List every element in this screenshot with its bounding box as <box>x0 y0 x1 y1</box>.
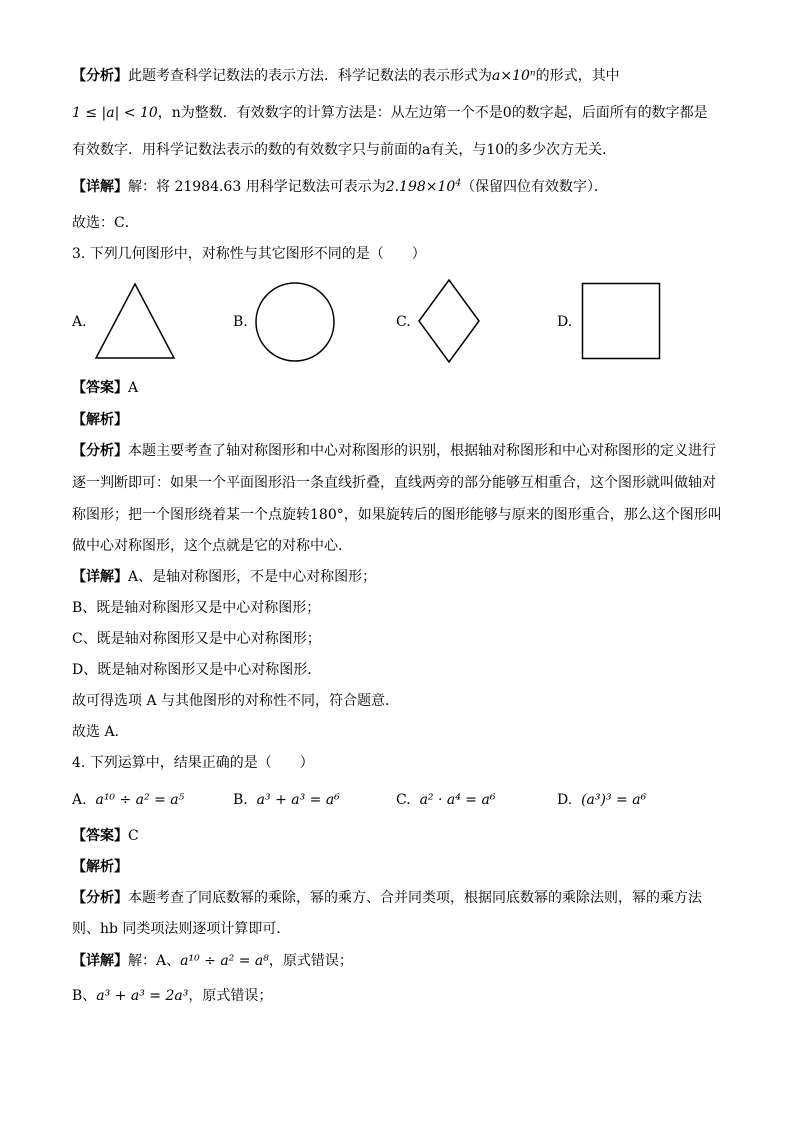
analysis-line-1 <box>72 66 620 86</box>
analysis-line-3 <box>72 140 616 160</box>
q4-option-a: A. a¹⁰ ÷ a² = a⁵ <box>72 792 185 808</box>
question-4 <box>72 753 314 773</box>
q3-analysis-line-1 <box>72 441 716 461</box>
q4-option-b: B. a³ + a³ = a⁶ <box>233 792 340 808</box>
question-4-text: 4. 下列运算中，结果正确的是（ ） <box>72 755 314 771</box>
q4-option-d: D. (a³)³ = a⁶ <box>557 792 647 808</box>
analysis-tag: 【分析】 <box>72 443 128 459</box>
option-b-label: B. <box>233 314 248 330</box>
q3-detail-line-5 <box>72 691 399 711</box>
sci-notation-formula: a×10ⁿ <box>492 68 536 84</box>
answer-value: C <box>128 828 139 844</box>
range-formula: 1 ≤ |a| < 10 <box>72 105 158 121</box>
analysis-text: 本题考查了同底数幂的乘除，幂的乘方、合并同类项，根据同底数幂的乘除法则，幂的乘方法 <box>128 890 702 906</box>
analysis-text-3: 有效数字．用科学记数法表示的数的有效数字只与前面的a有关，与10的多少次方无关． <box>72 142 617 158</box>
q3-analysis-line-2 <box>72 473 716 493</box>
question-3-text: 3. 下列几何图形中，对称性与其它图形不同的是（ ） <box>72 246 426 262</box>
detail-tag: 【详解】 <box>72 179 128 195</box>
detail-text: D、既是轴对称图形又是中心对称图形． <box>72 662 322 678</box>
analysis-line-2 <box>72 103 708 123</box>
analysis-text: 称图形；把一个图形绕着某一个点旋转180°，如果旋转后的图形能够与原来的图形重合，那么这个图形叫 <box>72 507 722 523</box>
square-shape <box>581 282 661 360</box>
q3-analysis-line-3 <box>72 505 722 525</box>
detail-text: 故选 A． <box>72 724 129 740</box>
detail-text: C、既是轴对称图形又是中心对称图形； <box>72 631 321 647</box>
analysis-tail: 的形式，其中 <box>535 68 620 84</box>
detail-tag: 【详解】 <box>72 953 128 969</box>
explain-tag: 【解析】 <box>72 859 128 875</box>
detail-text: B、既是轴对称图形又是中心对称图形； <box>72 600 321 616</box>
answer-value: A <box>128 380 139 396</box>
q4-explain-line <box>72 857 128 877</box>
detail-line-1 <box>72 177 608 197</box>
detail-text-a: 解：将 21984.63 用科学记数法可表示为 <box>128 179 386 195</box>
question-3 <box>72 244 426 264</box>
analysis-text: 逐一判断即可：如果一个平面图形沿一条直线折叠，直线两旁的部分能够互相重合，这个图形就叫做轴对 <box>72 475 716 491</box>
triangle-shape <box>94 282 176 360</box>
analysis-text: 本题主要考查了轴对称图形和中心对称图形的识别，根据轴对称图形和中心对称图形的定义进行 <box>128 443 716 459</box>
detail-text: A、是轴对称图形，不是中心对称图形； <box>128 569 377 585</box>
q3-answer-line <box>72 378 138 398</box>
q3-detail-line-3 <box>72 629 321 649</box>
analysis-text: 则、hb 同类项法则逐项计算即可． <box>72 921 291 937</box>
q4-option-c: C. a² · a⁴ = a⁶ <box>396 792 496 808</box>
detail-formula: a³ + a³ = 2a³ <box>96 988 189 1004</box>
detail-tag: 【详解】 <box>72 569 128 585</box>
analysis-text: 此题考查科学记数法的表示方法．科学记数法的表示形式为 <box>128 68 492 84</box>
choose-line <box>72 213 139 233</box>
option-c-label: C. <box>396 314 411 330</box>
q4-answer-line <box>72 826 139 846</box>
detail-text-b: （保留四位有效数字）． <box>461 179 609 195</box>
q3-detail-line-1 <box>72 567 376 587</box>
rhombus-shape <box>417 278 481 364</box>
explain-tag: 【解析】 <box>72 412 128 428</box>
analysis-tag: 【分析】 <box>72 68 128 84</box>
option-a-label: A. <box>72 314 87 330</box>
q4-detail-line-1: 【详解】解：A、a¹⁰ ÷ a² = a⁸，原式错误； <box>72 953 353 969</box>
detail-formula: $2.198\times 10^4$ <box>385 178 462 195</box>
analysis-tag: 【分析】 <box>72 890 128 906</box>
detail-text: 故可得选项 A 与其他图形的对称性不同，符合题意． <box>72 693 400 709</box>
q4-analysis-line-1 <box>72 888 702 908</box>
answer-tag: 【答案】 <box>72 380 128 396</box>
q3-analysis-line-4 <box>72 536 352 556</box>
analysis-text-2: ，n为整数．有效数字的计算方法是：从左边第一个不是0的数字起，后面所有的数字都是 <box>157 105 708 121</box>
q4-detail-line-2: B、a³ + a³ = 2a³，原式错误； <box>72 988 273 1004</box>
q3-detail-line-6 <box>72 722 129 742</box>
q3-detail-line-4 <box>72 660 321 680</box>
circle-shape <box>254 281 336 363</box>
q3-explain-line <box>72 410 128 430</box>
answer-tag: 【答案】 <box>72 828 128 844</box>
analysis-text: 做中心对称图形，这个点就是它的对称中心． <box>72 538 352 554</box>
detail-formula: a¹⁰ ÷ a² = a⁸ <box>180 953 269 969</box>
option-d-label: D. <box>557 314 573 330</box>
q3-detail-line-2 <box>72 598 320 618</box>
choose-text: 故选：C． <box>72 215 139 231</box>
q4-analysis-line-2 <box>72 919 290 939</box>
